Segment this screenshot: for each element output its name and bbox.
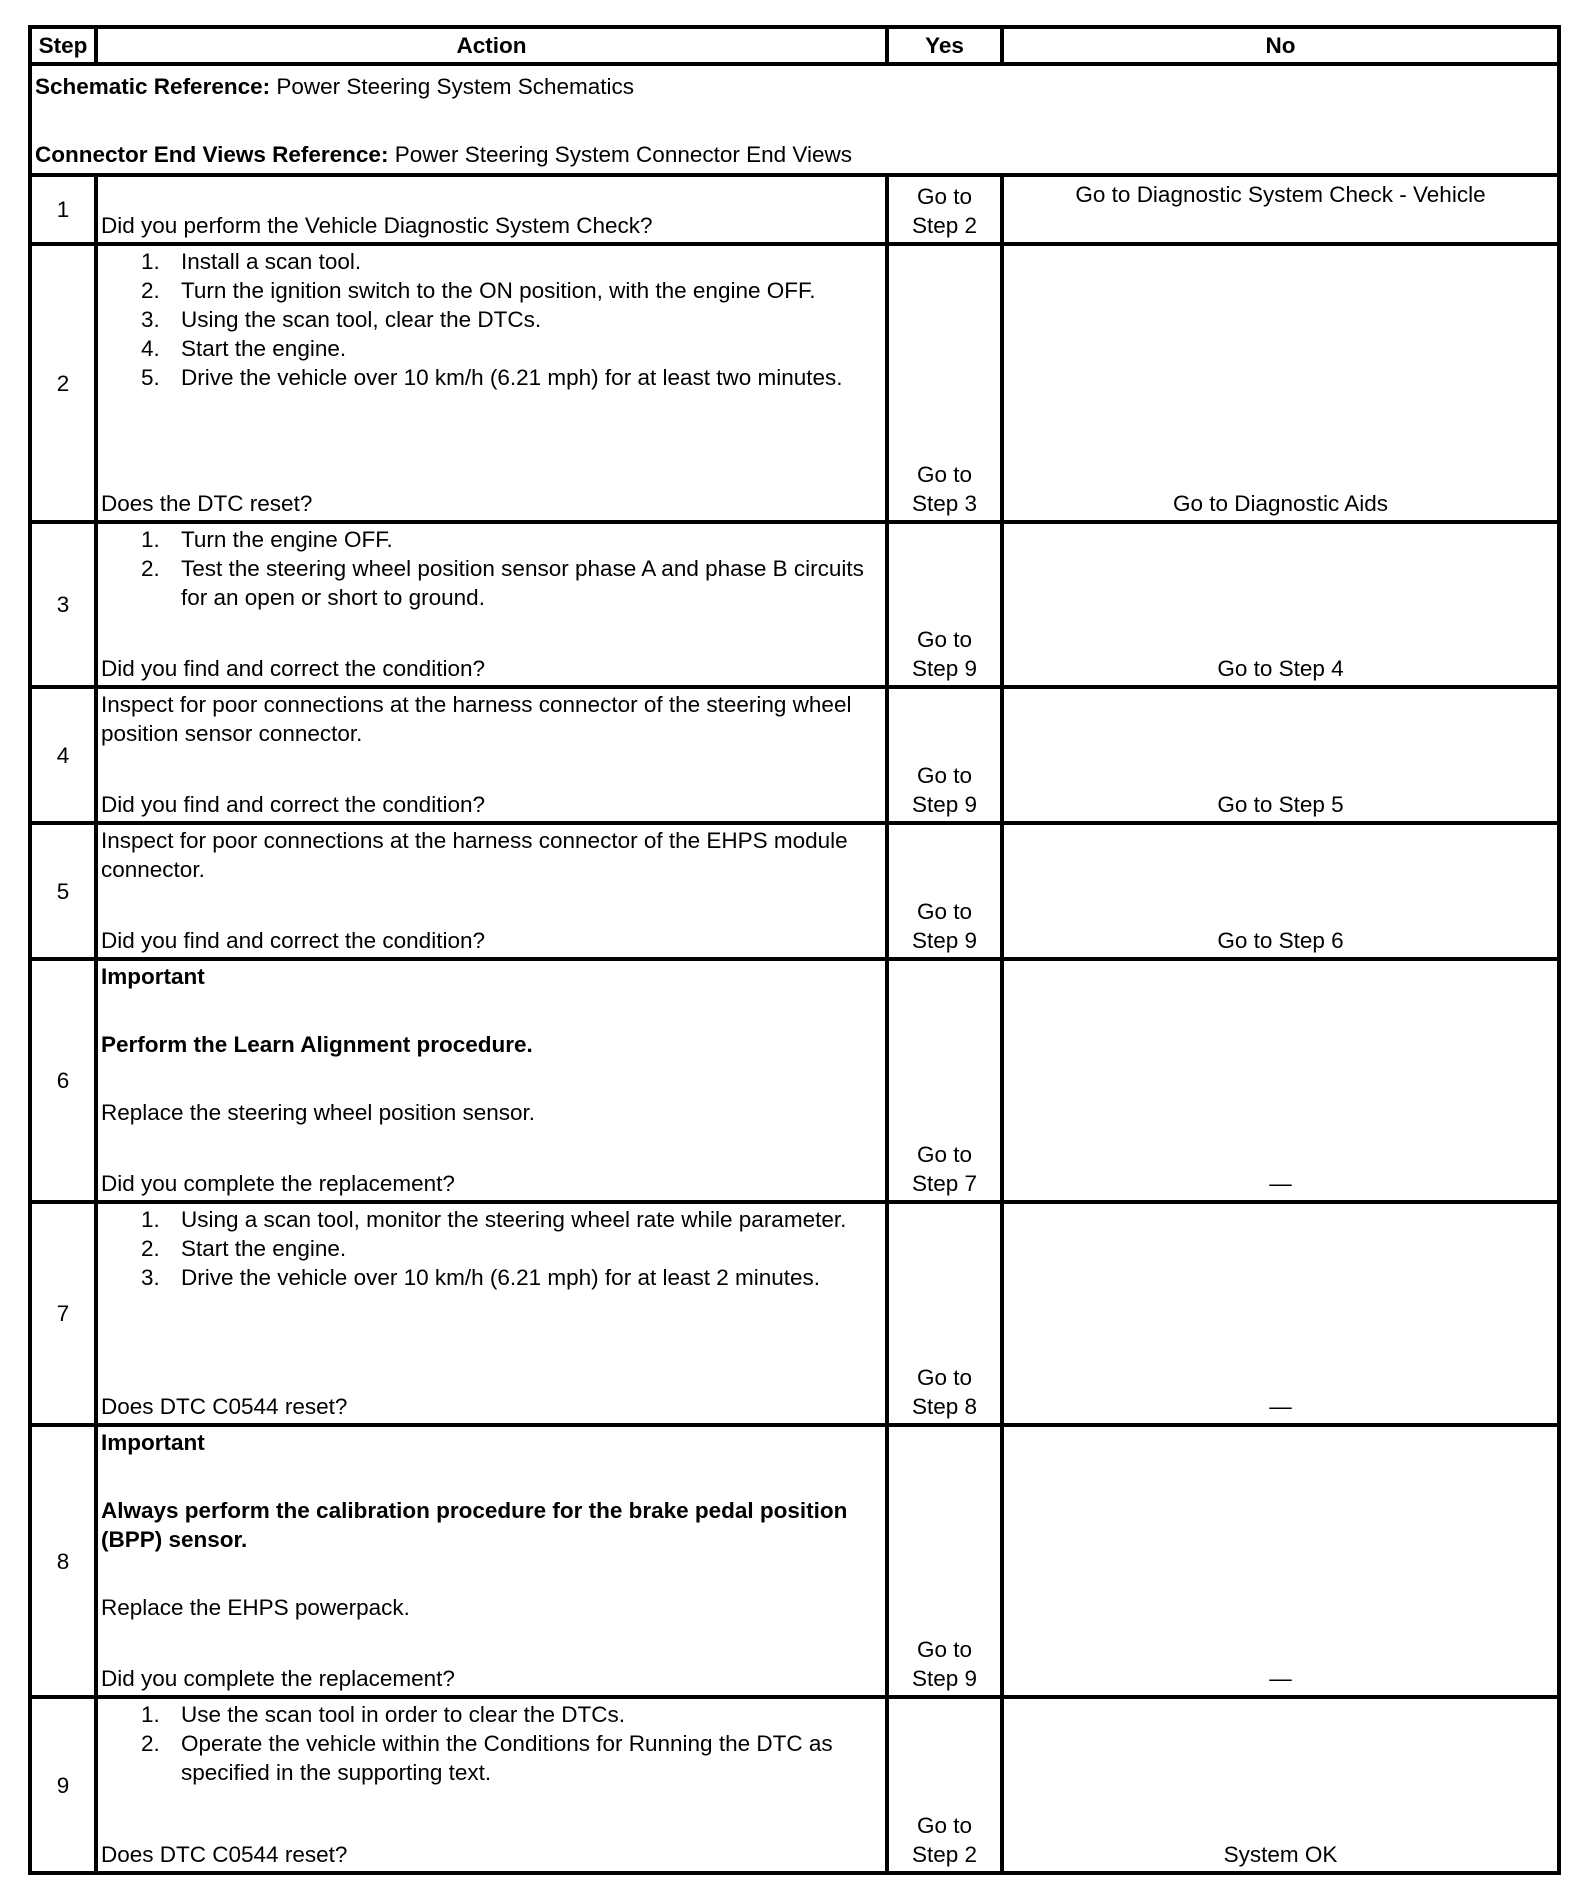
action-list-item	[101, 1700, 879, 1729]
step-number: 7	[30, 1202, 96, 1425]
step-row	[30, 175, 1559, 244]
schematic-reference-label: Schematic Reference:	[35, 74, 271, 99]
list-text: Start the engine.	[181, 1236, 347, 1261]
yes-goto-line: Go to	[916, 1813, 973, 1838]
yes-cell	[887, 959, 1002, 1202]
yes-goto-link[interactable]	[889, 897, 1000, 957]
yes-cell	[887, 522, 1002, 687]
no-cell	[1002, 823, 1559, 959]
diagnostic-table	[28, 25, 1561, 1875]
schematic-reference-link[interactable]: Power Steering System Schematics	[276, 74, 635, 99]
list-number: 2.	[141, 1731, 160, 1756]
step-number: 6	[30, 959, 96, 1202]
no-goto-link[interactable]: Go to Diagnostic Aids	[1172, 491, 1389, 516]
header-no: No	[1002, 27, 1559, 64]
action-list-item	[101, 554, 879, 612]
yes-cell	[887, 175, 1002, 244]
yes-cell	[887, 823, 1002, 959]
list-text: Using the scan tool, clear the DTCs.	[181, 307, 542, 332]
important-label: Important	[101, 964, 205, 989]
yes-cell	[887, 1425, 1002, 1697]
no-goto-link: —	[1269, 1171, 1292, 1196]
no-goto-link: —	[1269, 1666, 1292, 1691]
action-cell	[96, 1425, 887, 1697]
important-note: Perform the Learn Alignment procedure.	[101, 1032, 533, 1057]
list-number: 3.	[141, 1265, 160, 1290]
action-list-item	[101, 1205, 879, 1234]
yes-goto-line: Step 7	[911, 1171, 978, 1196]
action-question: Does DTC C0544 reset?	[101, 1842, 348, 1867]
action-list-item	[101, 334, 879, 363]
action-cell	[96, 522, 887, 687]
yes-goto-line: Go to	[916, 462, 973, 487]
yes-goto-line: Step 2	[911, 1842, 978, 1867]
yes-goto-link[interactable]	[889, 1811, 1000, 1871]
no-cell	[1002, 522, 1559, 687]
no-cell	[1002, 1697, 1559, 1873]
list-text: Install a scan tool.	[181, 249, 362, 274]
yes-cell	[887, 687, 1002, 823]
yes-goto-line: Go to	[916, 763, 973, 788]
list-number: 2.	[141, 556, 160, 581]
yes-goto-line: Go to	[916, 627, 973, 652]
yes-goto-line: Step 9	[911, 656, 978, 681]
no-goto-link[interactable]: Go to Step 4	[1217, 656, 1344, 681]
step-row	[30, 959, 1559, 1202]
list-number: 4.	[141, 336, 160, 361]
no-goto-link[interactable]: System OK	[1223, 1842, 1338, 1867]
action-cell	[96, 175, 887, 244]
step-row	[30, 244, 1559, 522]
list-number: 1.	[141, 1702, 160, 1727]
schematic-reference	[35, 72, 1553, 101]
action-cell	[96, 1697, 887, 1873]
yes-goto-link[interactable]	[889, 460, 1000, 520]
list-text: Operate the vehicle within the Conditions for Running the DTC as specified in the supporting text.	[181, 1731, 833, 1785]
header-yes: Yes	[887, 27, 1002, 64]
list-number: 2.	[141, 1236, 160, 1261]
action-question: Did you complete the replacement?	[101, 1171, 455, 1196]
action-text: Replace the EHPS powerpack.	[101, 1595, 410, 1620]
action-question: Did you find and correct the condition?	[101, 656, 485, 681]
yes-goto-link[interactable]	[889, 625, 1000, 685]
action-list	[101, 247, 879, 392]
no-cell	[1002, 175, 1559, 244]
step-row	[30, 823, 1559, 959]
action-list-item	[101, 525, 879, 554]
action-text: Replace the steering wheel position sensor.	[101, 1100, 536, 1125]
step-row	[30, 1202, 1559, 1425]
header-action: Action	[96, 27, 887, 64]
action-question: Does the DTC reset?	[101, 491, 313, 516]
header-step: Step	[30, 27, 96, 64]
important-label: Important	[101, 1430, 205, 1455]
action-list	[101, 1205, 879, 1292]
action-cell	[96, 823, 887, 959]
step-number: 4	[30, 687, 96, 823]
list-number: 3.	[141, 307, 160, 332]
action-question: Did you find and correct the condition?	[101, 928, 485, 953]
action-cell	[96, 687, 887, 823]
yes-goto-line: Step 9	[911, 792, 978, 817]
list-text: Drive the vehicle over 10 km/h (6.21 mph) for at least 2 minutes.	[181, 1265, 821, 1290]
connector-reference	[35, 140, 1553, 169]
action-question: Did you find and correct the condition?	[101, 792, 485, 817]
list-number: 1.	[141, 1207, 160, 1232]
step-number: 9	[30, 1697, 96, 1873]
action-list-item	[101, 1263, 879, 1292]
action-list-item	[101, 247, 879, 276]
action-list-item	[101, 1234, 879, 1263]
action-list-item	[101, 1729, 879, 1787]
action-cell	[96, 244, 887, 522]
list-text: Start the engine.	[181, 336, 347, 361]
no-cell	[1002, 244, 1559, 522]
no-cell	[1002, 959, 1559, 1202]
no-goto-link[interactable]: Go to Step 6	[1217, 928, 1344, 953]
yes-goto-line: Go to	[916, 899, 973, 924]
list-number: 2.	[141, 278, 160, 303]
yes-goto-link[interactable]	[889, 182, 1000, 242]
connector-reference-label: Connector End Views Reference:	[35, 142, 389, 167]
list-text: Using a scan tool, monitor the steering wheel rate while parameter.	[181, 1207, 847, 1232]
no-cell	[1002, 687, 1559, 823]
list-text: Turn the ignition switch to the ON position, with the engine OFF.	[181, 278, 816, 303]
yes-goto-line: Step 9	[911, 928, 978, 953]
list-number: 5.	[141, 365, 160, 390]
action-cell	[96, 959, 887, 1202]
action-list	[101, 525, 879, 612]
yes-goto-link[interactable]	[889, 1140, 1000, 1200]
yes-goto-line: Go to	[916, 184, 973, 209]
no-goto-link: —	[1269, 1394, 1292, 1419]
yes-goto-line: Go to	[916, 1142, 973, 1167]
reference-row	[30, 64, 1559, 175]
no-cell	[1002, 1425, 1559, 1697]
no-goto-link[interactable]: Go to Step 5	[1217, 792, 1344, 817]
reference-cell	[30, 64, 1559, 175]
yes-goto-line: Go to	[916, 1365, 973, 1390]
action-question: Does DTC C0544 reset?	[101, 1394, 348, 1419]
yes-goto-line: Step 8	[911, 1394, 978, 1419]
step-row	[30, 522, 1559, 687]
yes-goto-link[interactable]	[889, 1635, 1000, 1695]
yes-goto-line: Step 2	[911, 213, 978, 238]
connector-reference-link[interactable]: Power Steering System Connector End Views	[394, 142, 853, 167]
yes-goto-link[interactable]	[889, 1363, 1000, 1423]
step-number: 1	[30, 175, 96, 244]
list-number: 1.	[141, 527, 160, 552]
no-goto-link[interactable]: Go to Diagnostic System Check - Vehicle	[1075, 182, 1486, 207]
step-row	[30, 687, 1559, 823]
action-text: Inspect for poor connections at the harness connector of the steering wheel position sensor connector.	[101, 692, 852, 746]
yes-cell	[887, 1202, 1002, 1425]
list-text: Test the steering wheel position sensor phase A and phase B circuits for an open or short to ground.	[181, 556, 864, 610]
step-row	[30, 1425, 1559, 1697]
action-list-item	[101, 363, 879, 392]
no-cell	[1002, 1202, 1559, 1425]
yes-goto-line: Step 3	[911, 491, 978, 516]
list-text: Turn the engine OFF.	[181, 527, 393, 552]
action-question: Did you perform the Vehicle Diagnostic System Check?	[101, 213, 653, 238]
action-list-item	[101, 305, 879, 334]
yes-cell	[887, 1697, 1002, 1873]
yes-goto-link[interactable]	[889, 761, 1000, 821]
yes-cell	[887, 244, 1002, 522]
step-number: 2	[30, 244, 96, 522]
list-number: 1.	[141, 249, 160, 274]
action-list-item	[101, 276, 879, 305]
important-note: Always perform the calibration procedure for the brake pedal position (BPP) sensor.	[101, 1498, 848, 1552]
yes-goto-line: Go to	[916, 1637, 973, 1662]
step-number: 5	[30, 823, 96, 959]
header-row	[30, 27, 1559, 64]
list-text: Use the scan tool in order to clear the DTCs.	[181, 1702, 625, 1727]
action-question: Did you complete the replacement?	[101, 1666, 455, 1691]
step-number: 3	[30, 522, 96, 687]
step-row	[30, 1697, 1559, 1873]
action-cell	[96, 1202, 887, 1425]
action-text: Inspect for poor connections at the harness connector of the EHPS module connector.	[101, 828, 848, 882]
yes-goto-line: Step 9	[911, 1666, 978, 1691]
step-number: 8	[30, 1425, 96, 1697]
action-list	[101, 1700, 879, 1787]
list-text: Drive the vehicle over 10 km/h (6.21 mph) for at least two minutes.	[181, 365, 843, 390]
